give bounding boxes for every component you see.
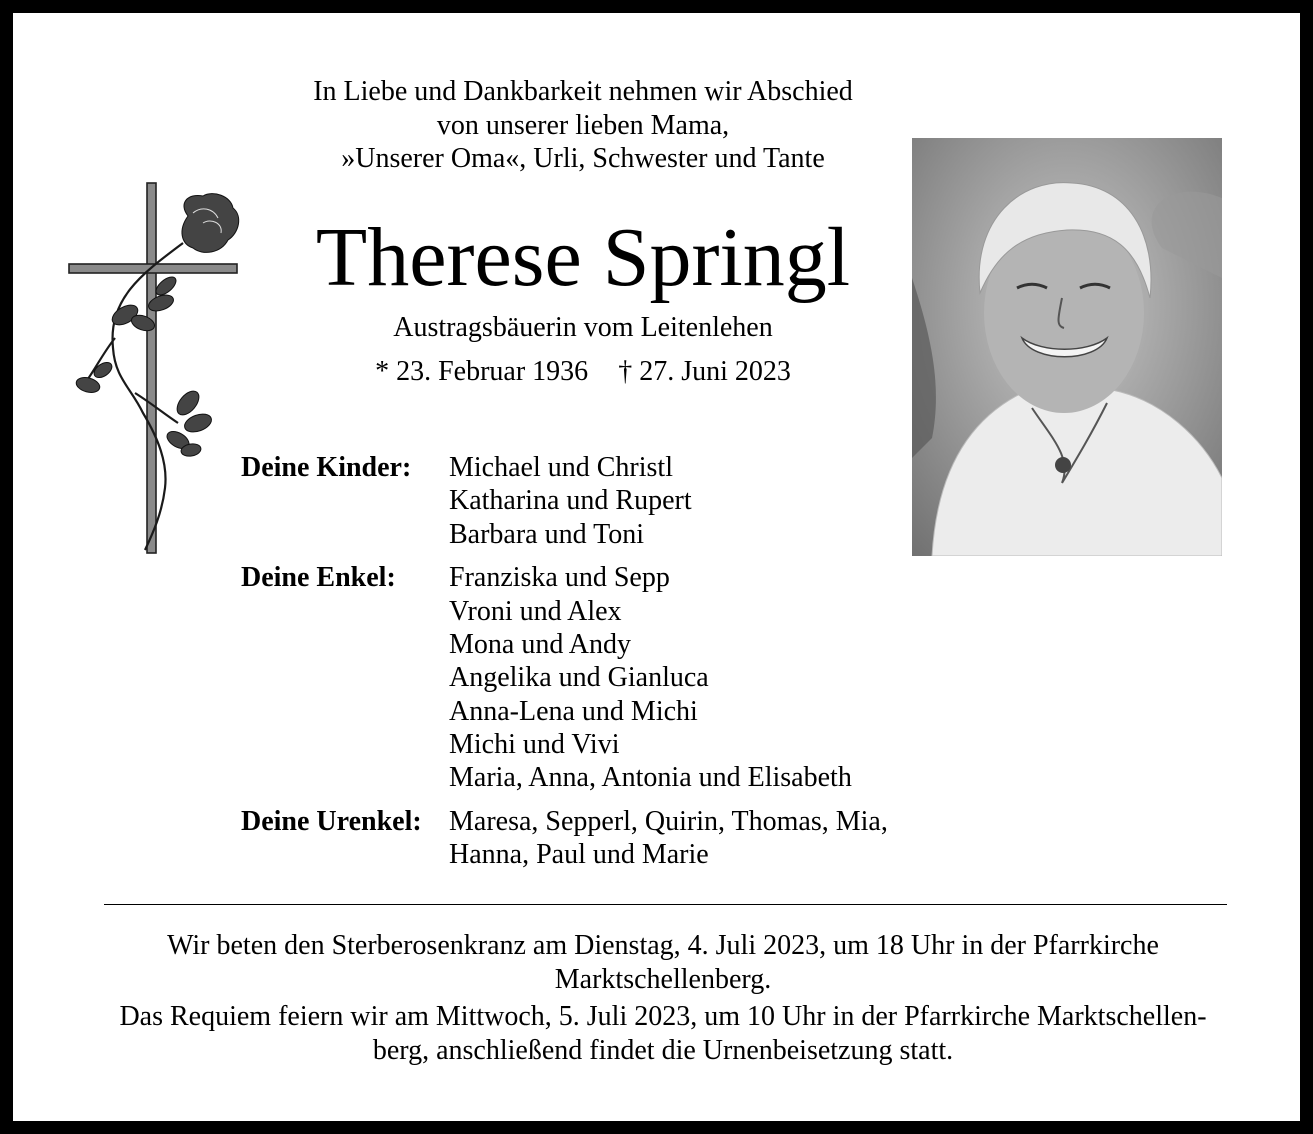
- requiem-note: Das Requiem feiern wir am Mittwoch, 5. Juli 2023, um 10 Uhr in der Pfarrkirche Marktschellen-: [119, 1001, 1207, 1032]
- great-grandchildren-label: Deine Urenkel:: [241, 806, 422, 838]
- birth-date: * 23. Februar 1936: [375, 356, 589, 387]
- list-item: Michael und Christl: [449, 452, 673, 483]
- intro-line: von unserer lieben Mama,: [436, 109, 730, 141]
- life-dates: [253, 355, 913, 389]
- great-grandchildren-names: [449, 805, 888, 872]
- divider: [104, 904, 1227, 905]
- list-item: Michi und Vivi: [449, 728, 620, 760]
- grandchildren-row: [241, 561, 888, 794]
- list-item: Katharina und Rupert: [449, 485, 692, 517]
- children-names: [449, 451, 692, 551]
- requiem-note: berg, anschließend findet die Urnenbeisetzung statt.: [372, 1035, 954, 1066]
- children-label: Deine Kinder:: [241, 452, 412, 483]
- death-date: † 27. Juni 2023: [618, 356, 791, 387]
- service-notes: [73, 929, 1253, 1068]
- cross-with-rose-icon: [63, 178, 243, 558]
- family-list: [241, 451, 888, 882]
- list-item: Mona und Andy: [449, 629, 631, 661]
- grandchildren-label: Deine Enkel:: [241, 562, 396, 594]
- list-item: Barbara und Toni: [449, 518, 645, 550]
- intro-line: In Liebe und Dankbarkeit nehmen wir Abschied: [313, 76, 853, 107]
- list-item: Anna-Lena und Michi: [449, 695, 698, 727]
- intro-text: [253, 75, 913, 176]
- portrait-photo: [912, 138, 1222, 556]
- deceased-title: Austragsbäuerin vom Leitenlehen: [393, 312, 773, 343]
- list-item: Maria, Anna, Antonia und Elisabeth: [449, 762, 852, 794]
- rosary-note: Marktschellenberg.: [554, 964, 772, 995]
- list-item: Angelika und Gianluca: [449, 662, 709, 694]
- intro-line: »Unserer Oma«, Urli, Schwester und Tante: [341, 143, 825, 174]
- great-grandchildren-row: [241, 805, 888, 872]
- grandchildren-names: [449, 561, 852, 794]
- list-item: Maresa, Sepperl, Quirin, Thomas, Mia,: [449, 806, 888, 838]
- deceased-name: Therese Springl: [315, 211, 851, 304]
- list-item: Vroni und Alex: [449, 595, 622, 627]
- rosary-note: Wir beten den Sterberosenkranz am Dienstag, 4. Juli 2023, um 18 Uhr in der Pfarrkirche: [167, 930, 1159, 961]
- list-item: Hanna, Paul und Marie: [449, 839, 709, 871]
- list-item: Franziska und Sepp: [449, 562, 670, 594]
- children-row: [241, 451, 888, 551]
